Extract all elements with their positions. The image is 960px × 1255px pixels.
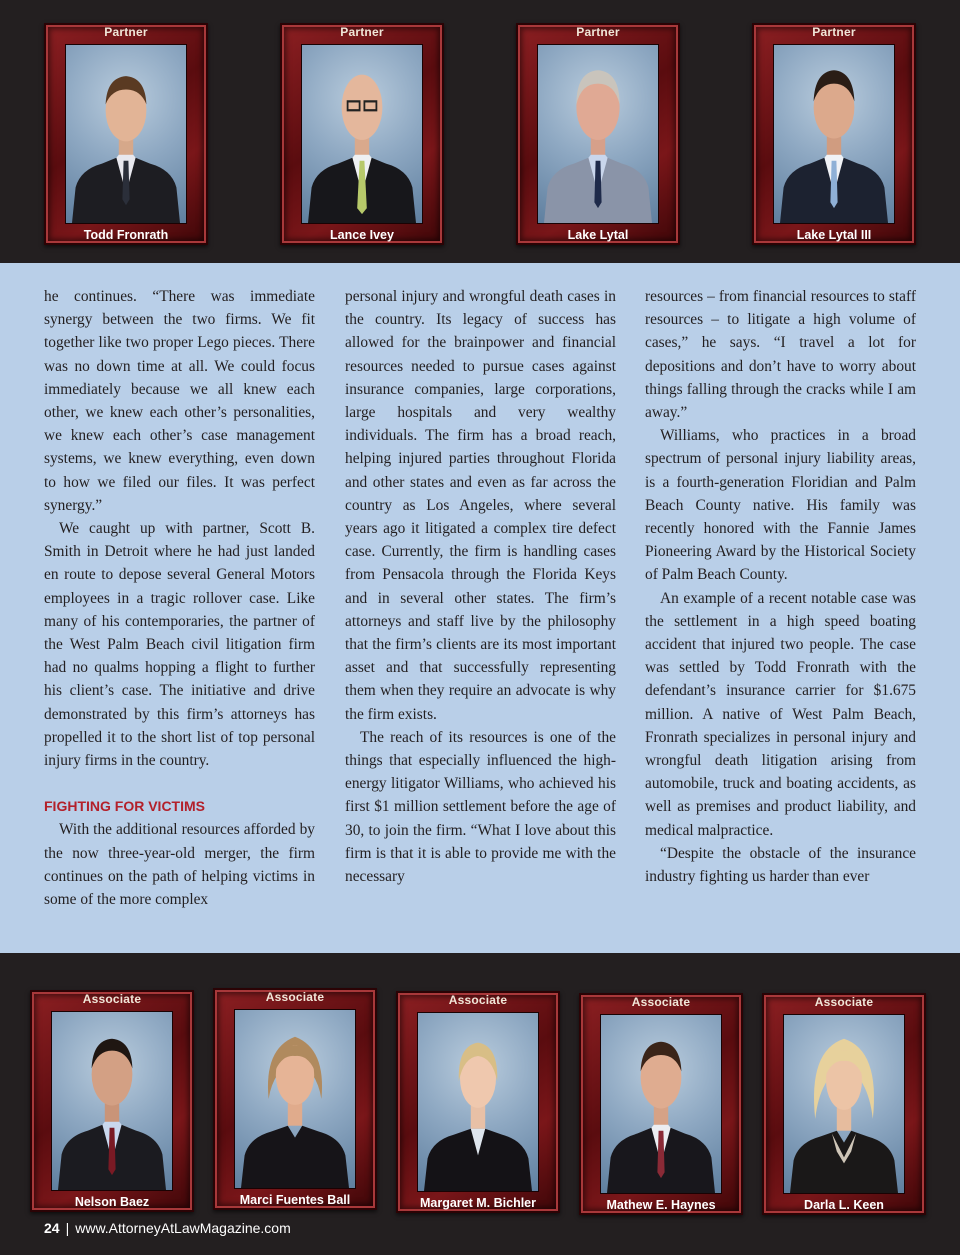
- portrait-role-label: Associate: [448, 993, 508, 1007]
- portrait-photo: [773, 44, 895, 224]
- person-silhouette-icon: [784, 1015, 904, 1193]
- portrait-role-label: Associate: [265, 990, 325, 1004]
- portrait-name: Lake Lytal III: [796, 228, 872, 242]
- partner-portrait-frame: [752, 23, 916, 245]
- person-silhouette-icon: [302, 45, 422, 223]
- portrait-photo: [234, 1009, 356, 1189]
- portrait-photo: [417, 1012, 539, 1192]
- page-number: 24: [44, 1220, 60, 1236]
- person-silhouette-icon: [235, 1010, 355, 1188]
- paragraph: resources – from financial resources to staff resources – to litigate a high volume of cases,” he says. “I travel a lot for depositions and don’t have to worry about things falling through the cracks while I am away.”: [645, 288, 916, 422]
- portrait-name: Lance Ivey: [330, 228, 394, 242]
- article-column-1: [44, 285, 315, 911]
- paragraph: he continues. “There was immediate synergy between the two firms. We fit together like two proper Lego pieces. There was no down time at all. We could focus immediately because we all knew each other, we knew each other’s personalities, we knew each other’s case management systems, we knew everything, even down to how we filed our files. It was perfect synergy.”: [44, 288, 315, 514]
- footer-separator: |: [65, 1220, 70, 1236]
- portrait-photo: [301, 44, 423, 224]
- person-silhouette-icon: [66, 45, 186, 223]
- associate-portrait-frame: [396, 991, 560, 1213]
- portrait-role-label: Associate: [82, 992, 142, 1006]
- portrait-role-label: Partner: [576, 25, 620, 39]
- partner-portrait-frame: [516, 23, 680, 245]
- section-heading: FIGHTING FOR VICTIMS: [44, 798, 205, 815]
- portrait-photo: [600, 1014, 722, 1194]
- article-column-2: [345, 285, 616, 888]
- portrait-photo: [65, 44, 187, 224]
- website-url: www.AttorneyAtLawMagazine.com: [75, 1220, 291, 1236]
- partner-portrait-frame: [44, 23, 208, 245]
- portrait-name: Margaret M. Bichler: [419, 1196, 536, 1210]
- portrait-name: Nelson Baez: [74, 1195, 150, 1209]
- portrait-name: Darla L. Keen: [804, 1198, 884, 1212]
- portrait-name: Todd Fronrath: [83, 228, 169, 242]
- paragraph: With the additional resources afforded by the now three-year-old merger, the firm continues on the path of helping victims in some of the more complex: [44, 821, 315, 909]
- partner-portrait-frame: [280, 23, 444, 245]
- paragraph: personal injury and wrongful death cases in the country. Its legacy of success has allowed for the brainpower and financial resources needed to pursue cases against insurance companies, large corporations, large hospitals and very wealthy individuals. The firm has a broad reach, helping injured parties throughout Florida and other states and even as far across the country as Los Angeles, where several years ago it litigated a complex tire defect case. Currently, the firm is handling cases from Pensacola through the Florida Keys and in several other states. The firm’s attorneys and staff live by the philosophy that the firm’s clients are its most important asset and that successfully representing them when they require an advocate is why the firm exists.: [345, 288, 616, 723]
- paragraph: Williams, who practices in a broad spectrum of personal injury liability areas, is a fourth-generation Floridian and Palm Beach County native. His family was recently honored with the Fannie James Pioneering Award by the Historical Society of Palm Beach County.: [645, 427, 916, 584]
- portrait-role-label: Partner: [812, 25, 856, 39]
- portrait-role-label: Associate: [814, 995, 874, 1009]
- section-spacer: [44, 772, 315, 795]
- page-footer: [44, 1220, 291, 1236]
- person-silhouette-icon: [418, 1013, 538, 1191]
- paragraph: “Despite the obstacle of the insurance industry fighting us harder than ever: [645, 844, 916, 886]
- portrait-photo: [51, 1011, 173, 1191]
- portrait-role-label: Partner: [104, 25, 148, 39]
- paragraph: We caught up with partner, Scott B. Smith in Detroit where he had just landed en route to depose several General Motors employees in a tragic rollover case. Like many of his contemporaries, the partner of the West Palm Beach civil litigation firm had no qualms hopping a flight to further his client’s case. The initiative and drive demonstrated by this firm’s attorneys has propelled it to the short list of top personal injury firms in the country.: [44, 520, 315, 770]
- person-silhouette-icon: [538, 45, 658, 223]
- paragraph: The reach of its resources is one of the things that especially influenced the high-energy litigator Williams, who achieved his first $1 million settlement before the age of 30, to join the firm. “What I love about this firm is that it is able to provide me with the necessary: [345, 728, 616, 886]
- associate-portrait-frame: [30, 990, 194, 1212]
- person-silhouette-icon: [774, 45, 894, 223]
- article-column-3: [645, 285, 916, 888]
- associate-portrait-frame: [579, 993, 743, 1215]
- associate-portrait-frame: [762, 993, 926, 1215]
- portrait-name: Mathew E. Haynes: [606, 1198, 716, 1212]
- person-silhouette-icon: [601, 1015, 721, 1193]
- portrait-role-label: Associate: [631, 995, 691, 1009]
- portrait-name: Marci Fuentes Ball: [239, 1193, 351, 1207]
- person-silhouette-icon: [52, 1012, 172, 1190]
- portrait-photo: [783, 1014, 905, 1194]
- portrait-role-label: Partner: [340, 25, 384, 39]
- paragraph: An example of a recent notable case was the settlement in a high speed boating accident that injured two people. The case was settled by Todd Fronrath with the defendant’s insurance carrier for $1.675 million. A native of West Palm Beach, Fronrath specializes in personal injury and wrongful death litigation arising from automobile, truck and boating accidents, as well as premises and product liability, and medical malpractice.: [645, 589, 916, 839]
- portrait-photo: [537, 44, 659, 224]
- associate-portrait-frame: [213, 988, 377, 1210]
- portrait-name: Lake Lytal: [567, 228, 629, 242]
